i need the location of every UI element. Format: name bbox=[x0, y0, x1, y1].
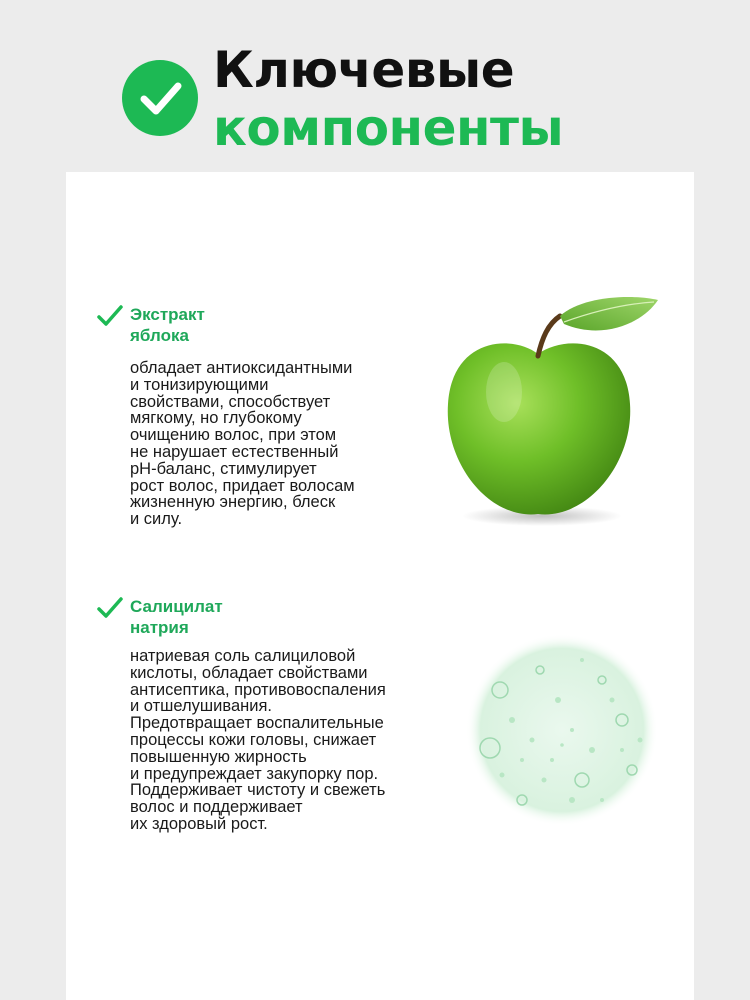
header bbox=[0, 0, 750, 172]
green-apple-image bbox=[442, 294, 672, 534]
section-text: натриевая соль салициловой кислоты, обладает свойствами антисептика, противовоспаления и отшелушивания. Предотвращает воспалительные процессы кожи головы, снижает повышенную жирность и предупреждает закупорку пор. Поддерживает чистоту и свежеть волос и поддерживает их здоровый рост. bbox=[130, 647, 386, 833]
content-card bbox=[66, 172, 694, 1000]
check-icon bbox=[96, 596, 124, 620]
bubbles-image bbox=[462, 630, 662, 830]
check-badge-icon bbox=[122, 60, 198, 136]
section-title: Салицилат натрия bbox=[130, 597, 223, 637]
page-title-line2: компоненты bbox=[213, 99, 564, 157]
page-title-line1: Ключевые bbox=[213, 41, 515, 99]
section-title: Экстракт яблока bbox=[130, 305, 205, 345]
check-icon bbox=[96, 304, 124, 328]
section-text: обладает антиоксидантными и тонизирующими свойствами, способствует мягкому, но глубокому очищению волос, при этом не нарушает естественный pH-баланс, стимулирует рост волос, придает волосам жизненную энергию, блеск и силу. bbox=[130, 359, 355, 529]
